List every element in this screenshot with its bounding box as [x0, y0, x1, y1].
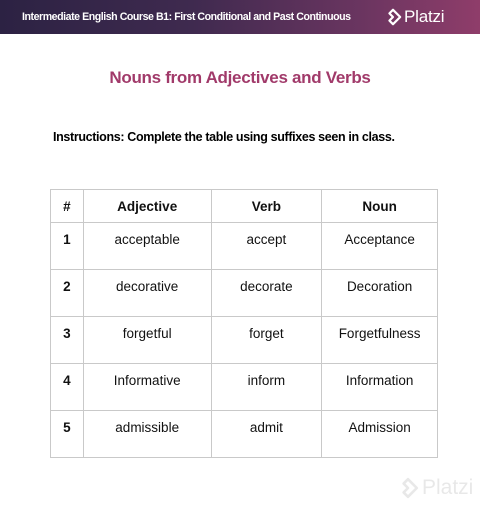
header-verb: Verb	[211, 190, 322, 223]
verb-cell: inform	[211, 364, 322, 411]
platzi-watermark-text: Platzi	[422, 476, 474, 499]
instructions-text: Instructions: Complete the table using suffixes seen in class.	[53, 130, 395, 144]
noun-cell: Forgetfulness	[322, 317, 438, 364]
header-number: #	[51, 190, 84, 223]
verb-cell: admit	[211, 411, 322, 458]
adjective-cell: acceptable	[83, 223, 211, 270]
table-row	[51, 317, 438, 364]
row-number: 3	[51, 317, 84, 364]
noun-cell: Decoration	[322, 270, 438, 317]
header-noun: Noun	[322, 190, 438, 223]
table-row	[51, 364, 438, 411]
table-header-row	[51, 190, 438, 223]
noun-cell: Information	[322, 364, 438, 411]
course-header-bar	[0, 0, 480, 34]
verb-cell: decorate	[211, 270, 322, 317]
platzi-watermark	[397, 476, 473, 500]
table-row	[51, 270, 438, 317]
verb-cell: accept	[211, 223, 322, 270]
platzi-logo	[384, 6, 444, 28]
adjective-cell: forgetful	[83, 317, 211, 364]
row-number: 1	[51, 223, 84, 270]
adjective-cell: admissible	[83, 411, 211, 458]
adjective-cell: decorative	[83, 270, 211, 317]
platzi-watermark-icon	[397, 477, 419, 499]
document-title: Nouns from Adjectives and Verbs	[109, 68, 371, 87]
noun-cell: Admission	[322, 411, 438, 458]
platzi-logo-icon	[384, 8, 402, 26]
platzi-logo-text: Platzi	[404, 7, 445, 26]
noun-cell: Acceptance	[322, 223, 438, 270]
row-number: 2	[51, 270, 84, 317]
row-number: 5	[51, 411, 84, 458]
noun-formation-table	[50, 189, 438, 458]
row-number: 4	[51, 364, 84, 411]
table-row	[51, 411, 438, 458]
course-title: Intermediate English Course B1: First Conditional and Past Continuous	[22, 11, 351, 23]
table-row	[51, 223, 438, 270]
adjective-cell: Informative	[83, 364, 211, 411]
header-adjective: Adjective	[83, 190, 211, 223]
verb-cell: forget	[211, 317, 322, 364]
